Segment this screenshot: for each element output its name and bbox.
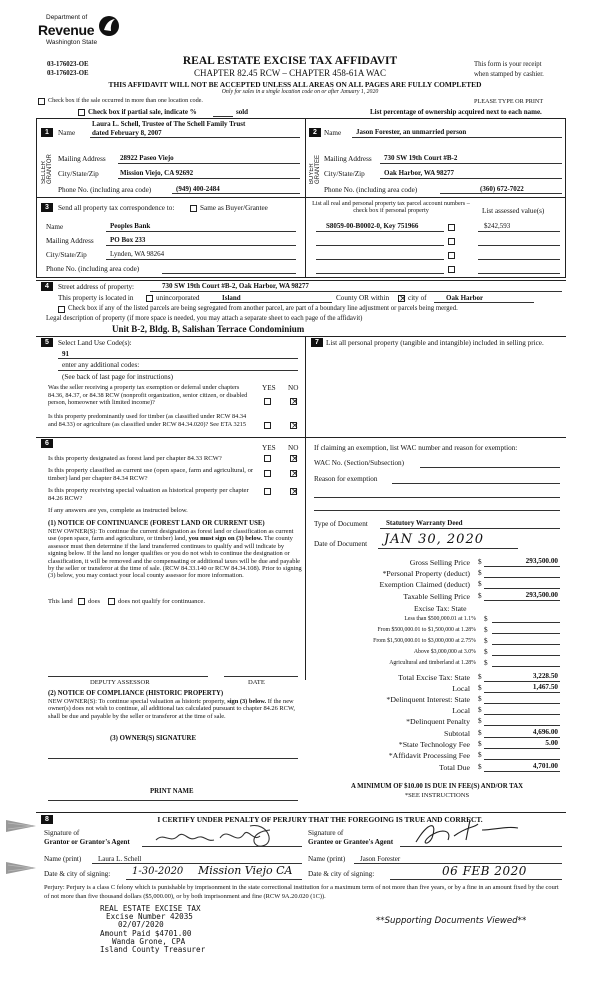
document-type-value[interactable]: Statutory Warranty Deed — [386, 519, 463, 527]
parcel-line-4[interactable] — [316, 273, 444, 274]
buyer-city-line — [380, 178, 562, 179]
percentage-note: List percentage of ownership acquired next to each name. — [370, 108, 542, 116]
delinquent-interest-label: *Delinquent Interest: State — [386, 695, 470, 704]
section-2-badge: 2 — [309, 128, 321, 137]
subtotal-currency: $ — [478, 729, 482, 737]
form-title: REAL ESTATE EXCISE TAX AFFIDAVIT — [182, 55, 398, 67]
parcel-4-personal-checkbox[interactable] — [448, 266, 455, 273]
land-does-not-checkbox[interactable] — [108, 598, 115, 605]
parcel-line-3[interactable] — [316, 259, 444, 260]
rate-1-line[interactable] — [492, 622, 560, 623]
type-print-note: PLEASE TYPE OR PRINT — [474, 98, 544, 105]
exemption-reason-label: Reason for exemption — [314, 475, 378, 483]
affidavit-fee-label: *Affidavit Processing Fee — [388, 751, 470, 760]
exemption-claimed-line[interactable] — [484, 588, 560, 589]
correspondence-mailing-label: Mailing Address — [46, 237, 94, 245]
affidavit-fee-line[interactable] — [484, 759, 560, 760]
grantor-date-city-line — [126, 879, 302, 880]
buyer-name-label: Name — [324, 129, 342, 137]
rate-4-label: Above $3,000,000 at 3.0% — [413, 649, 476, 655]
subtotal-line — [484, 737, 560, 738]
tech-fee-value[interactable]: 5.00 — [545, 739, 558, 747]
seller-city-value[interactable]: Mission Viejo, CA 92692 — [120, 169, 194, 177]
gross-price-value[interactable]: 293,500.00 — [525, 557, 558, 565]
s6-q3-no-checkbox[interactable] — [290, 488, 297, 495]
form-warning: THIS AFFIDAVIT WILL NOT BE ACCEPTED UNLESS ALL AREAS ON ALL PAGES ARE FULLY COMPLETED — [108, 80, 482, 89]
rate-3-currency: $ — [484, 637, 488, 645]
personal-property-deduct-label: *Personal Property (deduct) — [382, 569, 470, 578]
tech-fee-currency: $ — [478, 740, 482, 748]
stamp-line-6: Island County Treasurer — [100, 945, 206, 955]
exemption-reason-line-3[interactable] — [314, 510, 560, 511]
taxable-price-currency: $ — [478, 592, 482, 600]
notice-compliance-title: (2) NOTICE OF COMPLIANCE (HISTORIC PROPERTY) — [48, 690, 224, 697]
section-5-top-rule — [36, 336, 566, 337]
certify-statement: I CERTIFY UNDER PENALTY OF PERJURY THAT THE FOREGOING IS TRUE AND CORRECT. — [157, 815, 483, 824]
assessed-line-3[interactable] — [478, 259, 560, 260]
rate-2-line[interactable] — [492, 633, 560, 634]
ref-number-2: 03-176023-OE — [47, 70, 89, 77]
land-does-not-label: does not qualify for continuance. — [118, 598, 205, 605]
taxable-price-label: Taxable Selling Price — [403, 592, 470, 601]
notice-compliance-text-c: If the new owner(s) does not wish to continue, all additional tax calculated pursuant to chapter 84.26 RCW, shall be due and payable by the seller or transferor at the time of sale. — [48, 698, 295, 720]
segregated-checkbox[interactable] — [58, 306, 65, 313]
rate-5-label: Agricultural and timberland at 1.28% — [389, 660, 476, 666]
affidavit-fee-currency: $ — [478, 751, 482, 759]
notice-continuance-text-a: NEW OWNER(S): To continue the current designation as forest land or classification as current use (open space, farm and agriculture, or timber) land, — [48, 528, 294, 543]
same-as-buyer-label: Same as Buyer/Grantee — [200, 204, 268, 212]
same-as-buyer-checkbox[interactable] — [190, 205, 197, 212]
delinquent-penalty-label: *Delinquent Penalty — [406, 717, 470, 726]
multi-location-label: Check box if the sale occurred in more than one location code. — [48, 97, 203, 104]
receipt-note-2: when stamped by cashier. — [474, 71, 544, 78]
total-state-value[interactable]: 3,228.50 — [532, 672, 558, 680]
seller-mailing-line — [118, 163, 300, 164]
correspondence-phone-line — [162, 273, 296, 274]
grantor-date-value[interactable]: 1-30-2020 — [132, 866, 184, 877]
buyer-phone-label: Phone No. (including area code) — [324, 186, 418, 194]
wac-number-label: WAC No. (Section/Subsection) — [314, 459, 405, 467]
this-land-label: This land — [48, 598, 73, 605]
grantor-signature-line — [142, 846, 302, 847]
grantee-signature-line — [400, 846, 562, 847]
assessed-value[interactable]: $242,593 — [484, 222, 511, 230]
grantee-date-value[interactable]: 06 FEB 2020 — [442, 864, 527, 878]
grantee-date-city-label: Date & city of signing: — [308, 870, 375, 878]
deputy-assessor-label: DEPUTY ASSESSOR — [90, 679, 150, 686]
county-value[interactable]: Island — [222, 294, 241, 302]
notice-continuance-text-c: The county assessor must then determine if the land transferred continues to qualify and will indicate by signing below. If the land no longer qualifies or you do not wish to continue the designation or classification, it will be removed and the compensating or additional taxes will be due and payable by the seller or transferor at the time of sale. (RCW 84.33.140 or RCW 84.34.108). Prior to signing (3) below, you may contact your local county assessor for more information. — [48, 535, 302, 580]
print-name-label: PRINT NAME — [150, 788, 194, 795]
section-8-badge: 8 — [41, 815, 53, 824]
buyer-phone-value[interactable]: (360) 672-7022 — [480, 185, 524, 193]
parcel-line-1 — [316, 231, 444, 232]
assessed-line-1 — [478, 231, 560, 232]
land-does-checkbox[interactable] — [78, 598, 85, 605]
section-7-badge: 7 — [311, 338, 323, 347]
stamp-line-5: Wanda Grone, CPA — [112, 936, 186, 946]
stamp-line-1: REAL ESTATE EXCISE TAX — [100, 904, 201, 913]
buyer-phone-line — [440, 193, 562, 194]
supporting-documents-note: **Supporting Documents Viewed** — [376, 916, 527, 926]
grantee-sig-label-2: Grantee or Grantee's Agent — [308, 838, 394, 846]
taxable-price-value[interactable]: 293,500.00 — [525, 591, 558, 599]
partial-sale-label: Check box if partial sale, indicate % — [88, 108, 197, 116]
grantor-pointer-icon — [6, 818, 42, 834]
form-validity: Only for sales in a single location code on or after January 1, 2020 — [221, 89, 379, 95]
total-due-value[interactable]: 4,701.00 — [532, 762, 558, 770]
seller-phone-label: Phone No. (including area code) — [58, 186, 152, 194]
section-5-badge: 5 — [41, 338, 53, 347]
personal-property-currency: $ — [478, 569, 482, 577]
seller-name-line — [90, 137, 300, 138]
s5-question-1: Was the seller receiving a property tax exemption or deferral under chapters 84.36, 84.37, or 84.38 RCW (nonprofit organization, senior citizen, or disabled person, homeowner with limited income)? — [48, 384, 248, 407]
total-due-currency: $ — [478, 763, 482, 771]
logo-line1: Department of — [46, 14, 88, 21]
personal-property-label: List all personal property (tangible and intangible) included in selling price. — [326, 339, 544, 347]
rate-3-label: From $1,500,000.01 to $3,000,000 at 2.75% — [373, 638, 476, 644]
grantor-date-city-label: Date & city of signing: — [44, 870, 111, 878]
section-4-badge: 4 — [41, 282, 53, 291]
s6-q1-no-checkbox[interactable] — [290, 455, 297, 462]
date-pointer-icon — [6, 860, 42, 876]
grantor-sig-label-1: Signature of — [44, 829, 80, 837]
delinquent-local-label: Local — [452, 706, 470, 715]
s6-q3-yes-checkbox[interactable] — [264, 488, 271, 495]
additional-codes-line[interactable] — [58, 370, 298, 371]
gross-price-line — [484, 566, 560, 567]
notice-compliance-text — [48, 698, 302, 720]
logo-line2: Revenue — [38, 22, 95, 38]
grantee-name-print-value[interactable]: Jason Forester — [360, 855, 401, 863]
delinquent-local-line[interactable] — [484, 714, 560, 715]
document-type-line — [380, 528, 560, 529]
grantor-grantee-divider — [305, 118, 306, 198]
section-3-divider — [305, 198, 306, 278]
section-8-top-rule — [36, 812, 566, 813]
city-of-label: city of — [408, 294, 427, 302]
buyer-city-label: City/State/Zip — [324, 170, 365, 178]
located-in-label: This property is located in — [58, 294, 134, 302]
treasurer-stamp — [100, 905, 205, 954]
rate-4-currency: $ — [484, 648, 488, 656]
parcel-line-2[interactable] — [316, 245, 444, 246]
s6-question-2: Is this property classified as current use (open space, farm and agricultural, or timber) land per chapter 84.34 RCW? — [48, 467, 254, 482]
s6-question-3: Is this property receiving special valuation as historical property per chapter 84.26 RCW? — [48, 487, 249, 502]
parcel-2-personal-checkbox[interactable] — [448, 238, 455, 245]
owner-signature-line[interactable] — [48, 758, 298, 759]
minimum-fee-note: A MINIMUM OF $10.00 IS DUE IN FEE(S) AND/OR TAX — [350, 783, 524, 790]
notice-continuance-title: (1) NOTICE OF CONTINUANCE (FOREST LAND OR CURRENT USE) — [48, 520, 265, 527]
logo-emblem-icon — [98, 14, 120, 38]
land-does-label: does — [88, 598, 101, 605]
local-tax-label: Local — [452, 684, 470, 693]
assessor-date-line[interactable] — [224, 676, 298, 677]
assessed-line-2[interactable] — [478, 245, 560, 246]
parcel-header: List all real and personal property tax parcel account numbers – check box if personal property — [312, 200, 470, 215]
receipt-note-1: This form is your receipt — [474, 61, 542, 68]
seller-name-label: Name — [58, 129, 76, 137]
parcel-3-personal-checkbox[interactable] — [448, 252, 455, 259]
section-1-badge: 1 — [41, 128, 53, 137]
tech-fee-line — [484, 748, 560, 749]
grantor-name-print-label: Name (print) — [44, 855, 82, 863]
grantee-date-city-line — [390, 879, 562, 880]
exemption-claimed-label: Exemption Claimed (deduct) — [379, 580, 470, 589]
total-state-currency: $ — [478, 673, 482, 681]
land-use-line — [58, 358, 298, 359]
rate-1-label: Less than $500,000.01 at 1.1% — [404, 616, 476, 622]
excise-state-label: Excise Tax: State — [414, 604, 467, 613]
local-tax-value[interactable]: 1,467.50 — [532, 683, 558, 691]
taxable-price-line — [484, 600, 560, 601]
document-date-line — [378, 548, 518, 549]
perjury-statement: Perjury: Perjury is a class C felony which is punishable by imprisonment in the state correctional institution for a maximum term of not more than five years, or by a fine in an amount fixed by the court of not more than five thousand dollars ($5,000.00), or by both imprisonment and fine (RCW 9A.20.020 (1C)). — [44, 884, 559, 900]
seller-side-label: SELLER GRANTOR — [41, 154, 53, 184]
correspondence-mailing-value[interactable]: PO Box 233 — [110, 236, 146, 244]
document-type-label: Type of Document — [314, 520, 368, 528]
rate-2-label: From $500,000.01 to $1,500,000 at 1.28% — [377, 627, 476, 633]
exemption-reason-line-1[interactable] — [392, 483, 560, 484]
grantee-name-print-label: Name (print) — [308, 855, 346, 863]
stamp-line-4: Amount Paid $4701.00 — [100, 928, 192, 938]
delinquent-interest-line[interactable] — [484, 703, 560, 704]
see-instructions-note: *SEE INSTRUCTIONS — [404, 792, 470, 799]
exemption-claimed-currency: $ — [478, 580, 482, 588]
section-6-badge: 6 — [41, 439, 53, 448]
dor-logo — [34, 14, 134, 54]
partial-sale-percent-line[interactable] — [213, 116, 233, 117]
buyer-city-value[interactable]: Oak Harbor, WA 98277 — [384, 169, 455, 177]
section-7-mid-rule — [306, 437, 566, 438]
notice-compliance-text-a: NEW OWNER(S): To continue special valuation as historic property, — [48, 698, 226, 705]
exemption-claim-label: If claiming an exemption, list WAC number and reason for exemption: — [314, 444, 518, 452]
s5-q2-no-checkbox[interactable] — [290, 422, 297, 429]
send-correspondence-label: Send all property tax correspondence to: — [58, 204, 175, 212]
grantor-signature[interactable] — [150, 822, 300, 848]
parcel-1-personal-checkbox[interactable] — [448, 224, 455, 231]
s5-question-2: Is this property predominantly used for timber (as classified under RCW 84.34 and 84.33) or agriculture (as classified under RCW 84.34.020)? See ETA 3215 — [48, 413, 247, 428]
land-use-label: Select Land Use Code(s): — [58, 339, 132, 347]
legal-description-value[interactable]: Unit B-2, Bldg. B, Salishan Terrace Condominium — [112, 324, 305, 334]
seller-phone-line — [172, 193, 300, 194]
buyer-mailing-line — [380, 163, 562, 164]
section-5-7-divider — [305, 336, 306, 680]
additional-codes-label: enter any additional codes: — [62, 361, 140, 369]
exemption-reason-line-2[interactable] — [314, 497, 560, 498]
s5-q1-no-checkbox[interactable] — [290, 398, 297, 405]
delinquent-local-currency: $ — [478, 706, 482, 714]
document-date-label: Date of Document — [314, 540, 368, 548]
assessor-date-label: DATE — [248, 679, 265, 686]
multi-location-checkbox[interactable] — [38, 98, 45, 105]
s5-q1-yes-checkbox[interactable] — [264, 398, 271, 405]
notice-compliance-text-b: sign (3) below. — [227, 698, 267, 705]
local-tax-currency: $ — [478, 684, 482, 692]
deputy-assessor-line[interactable] — [48, 676, 208, 677]
local-tax-line — [484, 692, 560, 693]
seller-name-line2: dated February 8, 2007 — [92, 129, 162, 137]
rate-3-line[interactable] — [492, 644, 560, 645]
correspondence-mailing-line — [106, 245, 296, 246]
correspondence-city-label: City/State/Zip — [46, 251, 87, 259]
section-6-top-rule — [36, 437, 306, 438]
seller-city-line — [118, 178, 300, 179]
s6-q2-no-checkbox[interactable] — [290, 470, 297, 477]
personal-property-line[interactable] — [484, 577, 560, 578]
county-or-within-label: County OR within — [336, 294, 390, 302]
document-date-value[interactable]: JAN 30, 2020 — [384, 532, 484, 547]
grantor-sig-label-2: Grantor or Grantor's Agent — [44, 838, 130, 846]
print-name-line[interactable] — [48, 800, 298, 801]
notice-continuance-text — [48, 528, 302, 580]
correspondence-name-label: Name — [46, 223, 64, 231]
notice-continuance-text-b: you must sign on (3) below. — [188, 535, 263, 543]
seller-phone-value[interactable]: (949) 400-2484 — [176, 185, 220, 193]
seller-name-line1: Laura L. Schell, Trustee of The Schell Family Trust — [92, 120, 246, 128]
parcel-number[interactable]: S8059-00-B0002-0, Key 751966 — [326, 222, 419, 230]
grantor-name-print-value[interactable]: Laura L. Schell — [98, 855, 142, 863]
grantee-signature[interactable] — [408, 818, 538, 848]
assessed-line-4[interactable] — [478, 273, 560, 274]
unincorporated-checkbox[interactable] — [146, 295, 153, 302]
buyer-side-label: BUYER GRANTEE — [309, 154, 321, 184]
s6-no-header: NO — [288, 444, 299, 452]
street-address-value[interactable]: 730 SW 19th Court #B-2, Oak Harbor, WA 98277 — [162, 282, 309, 290]
s6-yes-header: YES — [262, 444, 276, 452]
segregated-label: Check box if any of the listed parcels are being segregated from another parcel, are part of a boundary line adjustment or parcels being merged. — [68, 305, 458, 312]
city-line — [434, 302, 534, 303]
s6-question-1: Is this property designated as forest land per chapter 84.33 RCW? — [48, 455, 222, 462]
delinquent-penalty-currency: $ — [478, 717, 482, 725]
s6-q1-yes-checkbox[interactable] — [264, 455, 271, 462]
total-state-line — [484, 681, 560, 682]
land-use-value[interactable]: 91 — [62, 350, 69, 358]
city-of-checkbox[interactable] — [398, 295, 405, 302]
rate-5-line[interactable] — [492, 666, 560, 667]
s5-yes-header: YES — [262, 384, 276, 392]
buyer-name-line — [352, 137, 562, 138]
legal-description-label: Legal description of property (if more space is needed, you may attach a separate sheet to each page of the affidavit) — [46, 315, 363, 322]
subtotal-label: Subtotal — [444, 729, 470, 738]
delinquent-interest-currency: $ — [478, 695, 482, 703]
s6-q2-yes-checkbox[interactable] — [264, 470, 271, 477]
buyer-mailing-value[interactable]: 730 SW 19th Court #B-2 — [384, 154, 458, 162]
ref-number-1: 03-176023-OE — [47, 61, 89, 68]
total-state-label: Total Excise Tax: State — [398, 673, 470, 682]
seller-mailing-label: Mailing Address — [58, 155, 106, 163]
owner-signature-label: (3) OWNER(S) SIGNATURE — [110, 735, 196, 742]
assessed-header: List assessed value(s) — [482, 207, 545, 215]
rate-2-currency: $ — [484, 626, 488, 634]
s5-no-header: NO — [288, 384, 299, 392]
seller-mailing-value[interactable]: 28922 Paseo Viejo — [120, 154, 174, 162]
section-4-top-rule — [36, 280, 566, 281]
unincorporated-label: unincorporated — [156, 294, 200, 302]
buyer-name-value[interactable]: Jason Forester, an unmarried person — [356, 128, 467, 136]
correspondence-phone-label: Phone No. (including area code) — [46, 265, 140, 273]
section-3-badge: 3 — [41, 203, 53, 212]
rate-5-currency: $ — [484, 659, 488, 667]
wac-number-line[interactable] — [420, 467, 560, 468]
rate-1-currency: $ — [484, 615, 488, 623]
s5-q2-yes-checkbox[interactable] — [264, 422, 271, 429]
correspondence-name-value[interactable]: Peoples Bank — [110, 222, 151, 230]
total-due-line — [484, 771, 560, 772]
subtotal-value[interactable]: 4,696.00 — [532, 728, 558, 736]
s6-if-yes-note: If any answers are yes, complete as instructed below. — [48, 507, 188, 514]
delinquent-penalty-line[interactable] — [484, 725, 560, 726]
city-value[interactable]: Oak Harbor — [446, 294, 484, 302]
correspondence-city-line — [106, 259, 296, 260]
county-line — [210, 302, 332, 303]
partial-sale-checkbox[interactable] — [78, 109, 85, 116]
total-due-label: Total Due — [439, 763, 470, 772]
grantee-sig-label-1: Signature of — [308, 829, 344, 837]
gross-price-currency: $ — [478, 558, 482, 566]
gross-price-label: Gross Selling Price — [409, 558, 470, 567]
correspondence-name-line — [106, 231, 296, 232]
sold-label: sold — [236, 108, 249, 116]
grantor-city-value[interactable]: Mission Viejo CA — [198, 864, 293, 877]
street-address-label: Street address of property: — [58, 283, 135, 291]
logo-line3: Washington State — [46, 39, 98, 46]
correspondence-city-value[interactable]: Lynden, WA 98264 — [110, 250, 165, 258]
rate-4-line[interactable] — [492, 655, 560, 656]
stamp-line-2: Excise Number 42035 — [106, 912, 193, 922]
tech-fee-label: *State Technology Fee — [398, 740, 470, 749]
seller-city-label: City/State/Zip — [58, 170, 99, 178]
buyer-mailing-label: Mailing Address — [324, 155, 372, 163]
see-back-note: (See back of last page for instructions) — [62, 373, 173, 381]
street-address-line — [150, 291, 562, 292]
stamp-line-3: 02/07/2020 — [118, 920, 164, 930]
form-chapter: CHAPTER 82.45 RCW – CHAPTER 458-61A WAC — [194, 68, 386, 78]
